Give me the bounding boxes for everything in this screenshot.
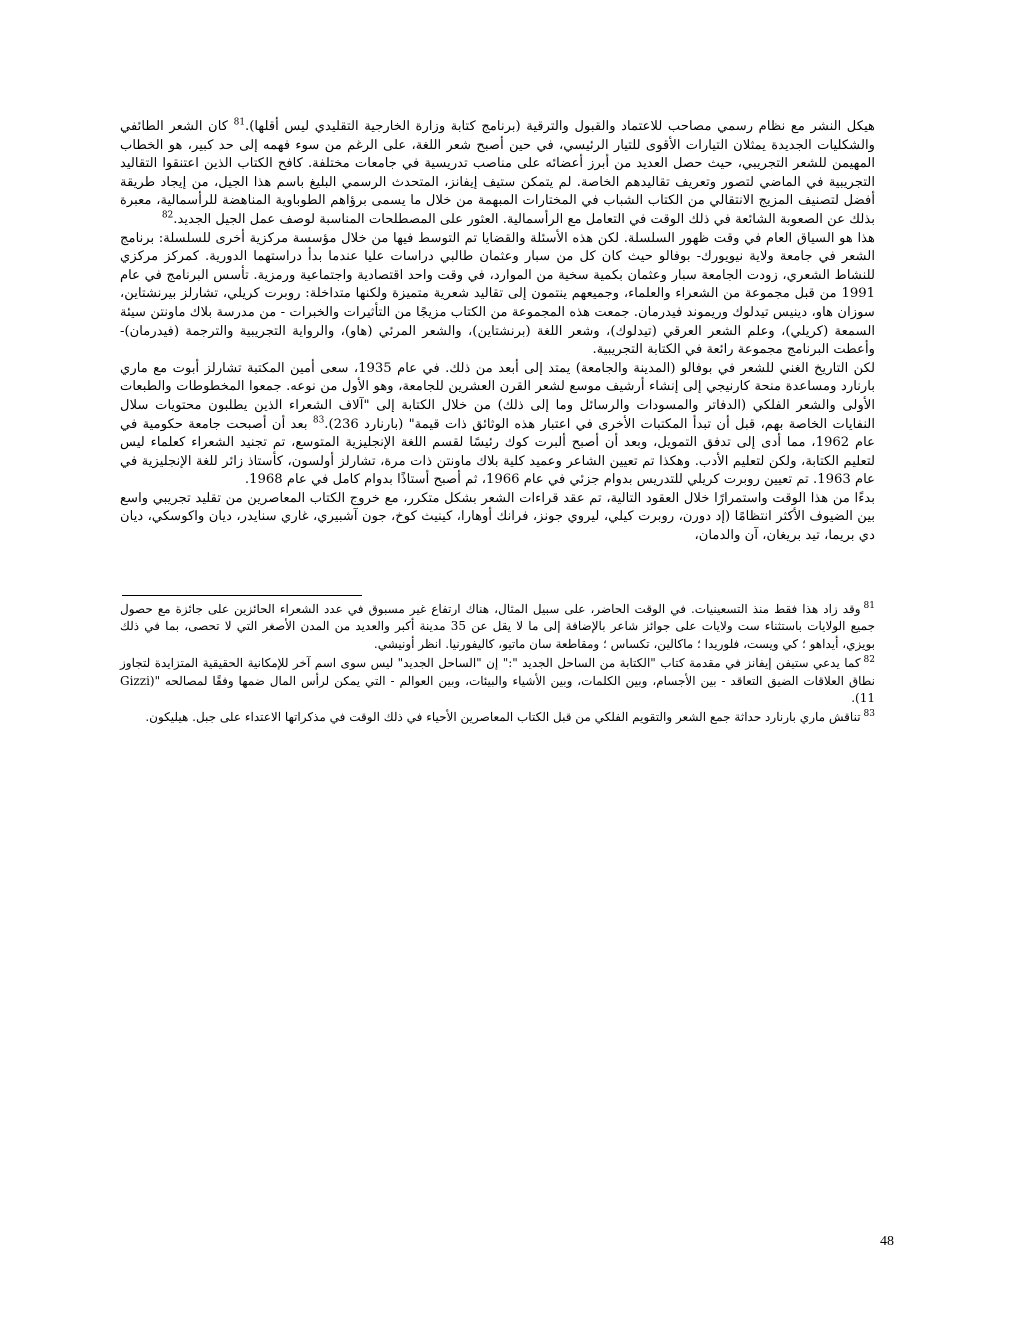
footnote-ref-82: 82 (161, 210, 174, 221)
footnote-text: تناقش ماري بارنارد حداثة جمع الشعر والتقويم الفلكي من قبل الكتاب المعاصرين الأحياء في ذلك الوقت في مذكراتها الاعتداء على جبل. هيليكون. (145, 710, 861, 725)
footnote-text: كما يدعي ستيفن إيفانز في مقدمة كتاب "الكتابة من الساحل الجديد ":" إن "الساحل الجديد" ليس سوى اسم آخر للإمكانية الحقيقية المتزايدة لتجاوز نطاق العلاقات الضيق التعاقد - بين الأجسام، وبين الكلمات، وبين الأشياء والبيئات، وبين العوالم - التي يمكن لرأس المال ضمها وفقًا لمصالحه "(Gizzi 11). (120, 656, 875, 706)
footnote-number: 83 (863, 709, 875, 720)
footnote-number: 81 (863, 601, 875, 611)
paragraph-1-part-a: هيكل النشر مع نظام رسمي مصاحب للاعتماد والقبول والترقية (برنامج كتابة وزارة الخارجية التقليدي ليس أقلها). (245, 119, 876, 134)
paragraph-1-part-b: كان الشعر الطائفي والشكليات الجديدة يمثلان التيارات الأقوى للتيار الرئيسي، في حين أصبح شعر اللغة، على الرغم من سوء فهمه إلى حد كبير، هو الخطاب المهيمن للشعر التجريبي، حيث حصل العديد من أبرز أعضائه على مناصب تدريسية في جامعات مختلفة. كافح الكتاب الذين اعتنقوا التقاليد التجريبية في الماضي لتصور وتعريف تقاليدهم الخاصة. لم يتمكن ستيف إيفانز، المتحدث الرسمي البليغ باسم هذا الجيل، من إيجاد طريقة أفضل لتصنيف المزيج الانتقالي من الكتاب الشباب في المختارات المبهمة من خلال ما يسمى برؤاهم الطوباوية المناهضة للرأسمالية، معبرة بذلك عن الصعوبة الشائعة في ذلك الوقت في التعامل مع الرأسمالية. العثور على المصطلحات المناسبة لوصف عمل الجيل الجديد. (120, 119, 875, 227)
footnote-82 (120, 655, 875, 707)
footnote-ref-81: 81 (233, 117, 246, 128)
footnote-81 (120, 601, 875, 653)
paragraph-3-part-b: بعد أن أصبحت جامعة حكومية في عام 1962، مما أدى إلى تدفق التمويل، وبعد أن أصبح ألبرت كوك رئيسًا لقسم اللغة الإنجليزية المتوسع، تم تجنيد الشعراء كعلماء ليس لتعليم الكتابة، ولكن لتعليم الأدب. وهكذا تم تعيين الشاعر وعميد كلية بلاك ماونتن ذات مرة، تشارلز أولسون، كأستاذ زائر للغة الإنجليزية في عام 1963. تم تعيين روبرت كريلي للتدريس بدوام جزئي في عام 1966، ثم أصبح أستاذًا بدوام كامل في عام 1968. (120, 416, 875, 488)
footnote-83 (120, 709, 875, 726)
footnotes (120, 601, 875, 729)
paragraph-3 (120, 360, 875, 490)
footnote-text: وقد زاد هذا فقط منذ التسعينيات. في الوقت الحاضر، على سبيل المثال، هناك ارتفاع غير مسبوق في عدد الشعراء الحائزين على جائزة مع حصول جميع الولايات باستثناء ست ولايات على جوائز شاعر بالإضافة إلى ما لا يقل عن 35 مدينة أكبر والعديد من المدن الأصغر التي لا تحصى، بما في ذلك بويزي، أيداهو ؛ كي ويست، فلوريدا ؛ ماكالين، تكساس ؛ ومقاطعة سان ماتيو، كاليفورنيا. انظر أونيشي. (120, 602, 875, 651)
footnote-number: 82 (863, 655, 875, 666)
paragraph-3-part-a: لكن التاريخ الغني للشعر في بوفالو (المدينة والجامعة) يمتد إلى أبعد من ذلك. في عام 1935، سعى أمين المكتبة تشارلز أبوت مع ماري بارنارد ومساعدة منحة كارنيجي إلى إنشاء أرشيف موسع لشعر القرن العشرين للجامعة، وهو الأول من نوعه. جمعوا المخطوطات والطبعات الأولى والشعر الفلكي (الدفاتر والمسودات والرسائل وما إلى ذلك) من خلال الكتابة إلى "آلاف الشعراء الذين يطلبون محتويات سلال النفايات الخاصة بهم، قبل أن تبدأ المكتبات الأخرى في اعتبار هذه الوثائق ذات قيمة" (بارنارد 236). (120, 360, 875, 432)
page-number: 48 (880, 1234, 894, 1249)
paragraph-2: هذا هو السياق العام في وقت ظهور السلسلة. لكن هذه الأسئلة والقضايا تم التوسط فيها من خلال مؤسسة مركزية أخرى للسلسلة: برنامج الشعر في جامعة ولاية نيويورك- بوفالو حيث كان كل من سبار وعثمان طالبي دراسات عليا عندما بدأ دراستهما الدورية. كمركز مركزي للنشاط الشعري، زودت الجامعة سبار وعثمان بكمية سخية من الموارد، في وقت واحد اقتصادية واجتماعية ورمزية. تأسس البرنامج في عام 1991 من قبل مجموعة من الشعراء والعلماء، وجميعهم ينتمون إلى تقاليد شعرية متميزة ولكنها متداخلة: روبرت كريلي، تشارلز بيرنشتاين، سوزان هاو، دينيس تيدلوك وريموند فيدرمان. جمعت هذه المجموعة من الكتاب مزيجًا من التأثيرات والخبرات - من مدرسة بلاك ماونتن سيئة السمعة (كريلي)، وعلم الشعر العرقي (تيدلوك)، وشعر اللغة (برنشتاين)، والشعر المرئي (هاو)، والرواية التجريبية والترجمة (فيدرمان)- وأعطت البرنامج مجموعة رائعة في الكتابة التجريبية. (120, 230, 875, 358)
footnote-separator (122, 595, 362, 596)
footnote-ref-83: 83 (312, 415, 325, 426)
paragraph-1 (120, 118, 875, 230)
paragraph-4: بدءًا من هذا الوقت واستمرارًا خلال العقود التالية، تم عقد قراءات الشعر بشكل متكرر، مع خروج الكتاب المعاصرين من تقليد تجريبي واسع بين الضيوف الأكثر انتظامًا (إد دورن، روبرت كيلي، ليروي جونز، فرانك أوهارا، كينيث كوخ، جون آشبيري، غاري سنايدر، ديان واكوسكي، ديان دي بريما، تيد بريغان، آن والدمان، (120, 490, 875, 544)
main-text (120, 118, 875, 546)
